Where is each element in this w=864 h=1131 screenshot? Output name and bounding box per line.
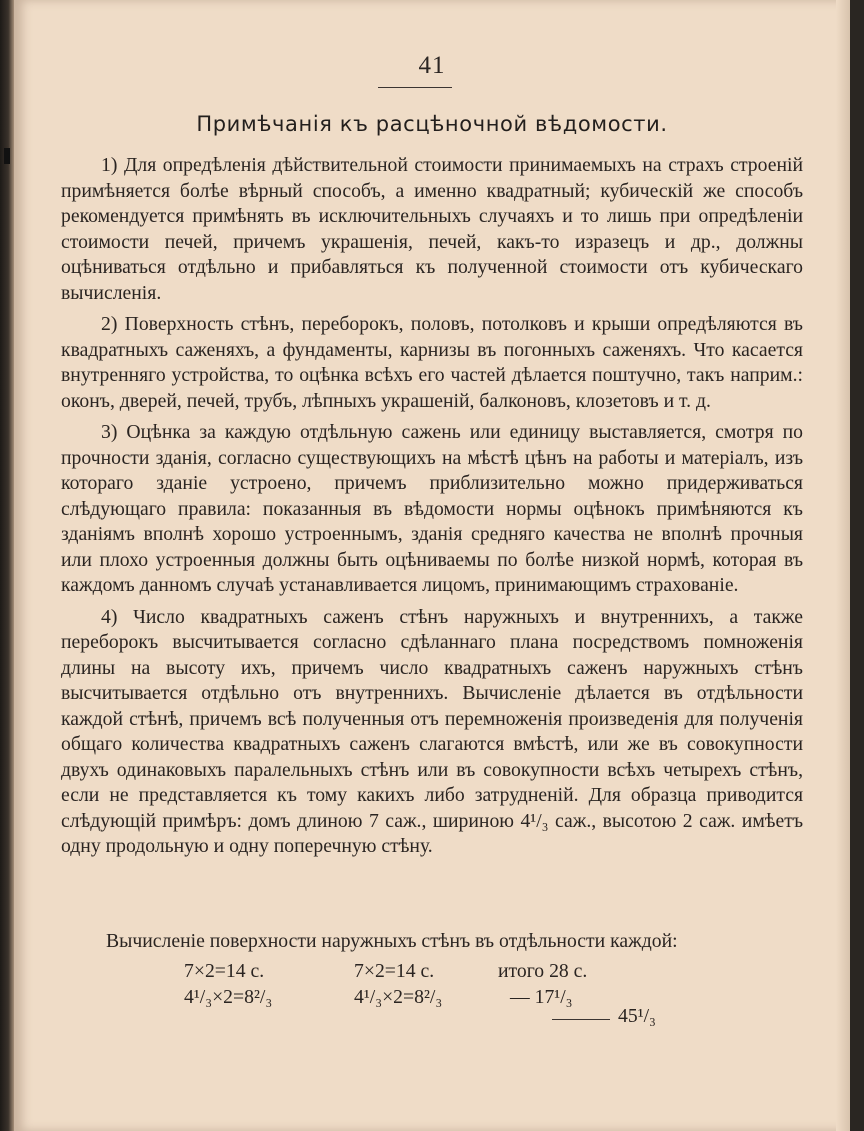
note-paragraph-2: 2) Поверхность стѣнъ, переборокъ, половъ, потолковъ и крыши опредѣляются въ квадратныхъ саженяхъ, а фундаменты, карнизы въ погонныхъ саженяхъ. Что касается внутренняго устройства, то оцѣнка всѣхъ его частей дѣлается поштучно, такъ наприм.: оконъ, дверей, печей, трубъ, лѣпныхъ украшеній, балконовъ, клозетовъ и т. д. [61, 313, 803, 412]
calculation-total: 45¹/₃ [618, 1005, 656, 1027]
page-number-rule [378, 87, 452, 88]
note-paragraph-4: 4) Число квадратныхъ саженъ стѣнъ наружныхъ и внутреннихъ, а также переборокъ высчитывается согласно сдѣланнаго плана посредствомъ помноженія длины на высоту ихъ, причемъ число квадратныхъ саженъ наружныхъ стѣнъ высчитывается отдѣльно отъ внутреннихъ. Вычисленіе дѣлается въ отдѣльности каждой стѣнѣ, причемъ всѣ полученныя отъ перемноженія произведенія для полученія общаго количества квадратныхъ саженъ слагаются вмѣстѣ, или же въ совокупности двухъ одинаковыхъ паралельныхъ стѣнъ или въ совокупности всѣхъ четырехъ стѣнъ, если не представляется къ тому какихъ либо затрудненій. Для образца приводится слѣдующій примѣръ: домъ длиною 7 саж., шириною 4¹/₃ саж., высотою 2 саж. имѣетъ одну продольную и одну поперечную стѣну. [61, 605, 803, 857]
total-rule [552, 1019, 610, 1020]
page-number: 41 [418, 52, 446, 79]
book-page [14, 0, 850, 1131]
spine-mark [4, 148, 10, 164]
calc-cell: — 17¹/₃ [510, 986, 573, 1008]
calc-cell: 4¹/₃×2=8²/₃ [184, 986, 273, 1008]
notes-body [61, 153, 803, 866]
book-spine [0, 0, 14, 1131]
page-edge-shadow [836, 0, 850, 1131]
section-title: Примѣчанія къ расцѣночной вѣдомости. [196, 112, 668, 136]
calc-cell: 7×2=14 с. [354, 960, 435, 982]
calc-cell: итого 28 с. [498, 960, 588, 982]
calc-cell: 7×2=14 с. [184, 960, 265, 982]
note-paragraph-3: 3) Оцѣнка за каждую отдѣльную сажень или единицу выставляется, смотря по прочности зданія, согласно существующихъ на мѣстѣ цѣнъ на работы и матеріалъ, изъ котораго зданіе устроено, причемъ приблизительно можно придерживаться слѣдующаго правила: показанныя въ вѣдомости нормы оцѣнокъ примѣняются къ зданіямъ вполнѣ хорошо устроеннымъ, зданія средняго качества не вполнѣ прочныя или плохо устроенныя должны быть оцѣниваемы по болѣе низкой нормѣ, которая въ каждомъ данномъ случаѣ устанавливается лицомъ, принимающимъ страхованіе. [61, 421, 803, 596]
calc-cell: 4¹/₃×2=8²/₃ [354, 986, 443, 1008]
note-paragraph-1: 1) Для опредѣленія дѣйствительной стоимости принимаемыхъ на страхъ строеній примѣняется болѣе вѣрный способъ, а именно квадратный; кубическій же способъ рекомендуется примѣнять въ исключительныхъ случаяхъ и то лишь при опредѣленіи стоимости печей, причемъ украшенія, печей, какъ-то изразецъ и др., должны оцѣниваться отдѣльно и прибавляться къ полученной стоимости отъ кубическаго вычисленія. [61, 154, 803, 304]
calculation-heading: Вычисленіе поверхности наружныхъ стѣнъ въ отдѣльности каждой: [106, 930, 678, 952]
